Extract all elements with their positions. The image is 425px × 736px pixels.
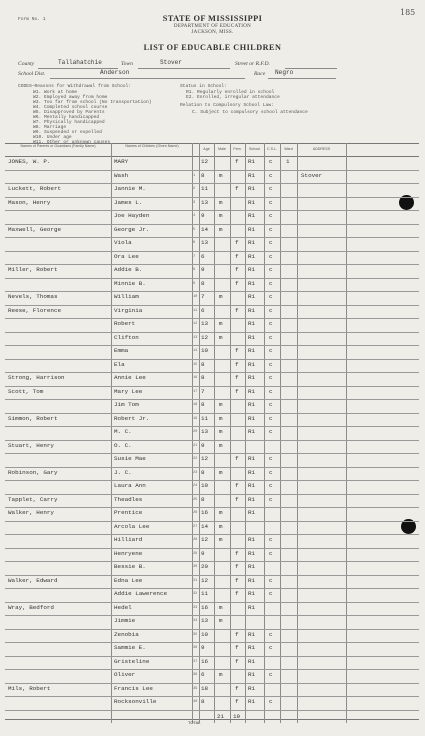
age-value: 8 xyxy=(201,468,205,476)
row-number: 34 xyxy=(193,619,198,623)
withdrawal-code: W7. Physically handicapped xyxy=(33,120,105,125)
age-value: 13 xyxy=(201,320,209,327)
parent-name: Mils, Robert xyxy=(8,684,51,692)
age-value: 11 xyxy=(201,185,209,192)
csl-code: c xyxy=(269,401,273,408)
csl-code: c xyxy=(269,590,273,597)
child-name: Arcola Lee xyxy=(114,522,150,530)
male-mark: m xyxy=(219,617,223,624)
male-mark: m xyxy=(219,320,223,327)
age-value: 13 xyxy=(201,198,209,206)
child-name: Susie Mae xyxy=(114,455,146,462)
county-label: County xyxy=(18,61,35,67)
male-mark: m xyxy=(219,171,223,179)
child-name: Henryene xyxy=(114,549,143,557)
parent-name: Maxwell, George xyxy=(8,225,62,233)
csl-code: c xyxy=(269,198,273,206)
parent-name: JONES, W. P. xyxy=(8,158,51,165)
age-value: 9 xyxy=(201,212,205,219)
parent-name: Reese, Florence xyxy=(8,306,62,314)
child-name: Rocksonville xyxy=(114,698,157,705)
street-label: Street or R.F.D. xyxy=(235,61,270,67)
school-status: R1 xyxy=(248,198,256,206)
female-mark: f xyxy=(235,684,239,692)
csl-code: c xyxy=(269,576,273,584)
row-number: 22 xyxy=(193,457,198,461)
female-mark: f xyxy=(235,239,239,246)
row-number: 39 xyxy=(193,686,198,691)
csl-code: c xyxy=(269,495,273,503)
parent-name: Robinson, Gary xyxy=(8,468,58,476)
school-status: R1 xyxy=(248,455,256,462)
child-name: Francis Lee xyxy=(114,684,153,692)
row-number: 32 xyxy=(193,592,198,596)
school-status: R1 xyxy=(248,468,256,476)
csl-code: c xyxy=(269,468,273,476)
address-value: Stover xyxy=(301,171,323,179)
school-status: R1 xyxy=(248,482,256,489)
female-mark: f xyxy=(235,279,239,287)
female-mark: f xyxy=(235,347,239,354)
child-name: Wash xyxy=(114,171,129,179)
child-name: Hedel xyxy=(114,603,132,611)
row-number: 40 xyxy=(193,700,198,704)
male-mark: m xyxy=(219,441,223,449)
school-status: R1 xyxy=(248,158,256,165)
row-number: 35 xyxy=(193,632,198,637)
child-name: Addie Lawerence xyxy=(114,590,168,597)
child-name: J. C. xyxy=(114,468,132,476)
row-number: 37 xyxy=(193,659,198,664)
female-mark: f xyxy=(235,698,239,705)
child-name: Robert Jr. xyxy=(114,414,150,422)
withdrawal-code: W6. Mentally handicapped xyxy=(33,115,100,120)
school-status: R1 xyxy=(248,360,256,368)
parent-name: Walker, Henry xyxy=(8,509,54,516)
row-number: 21 xyxy=(193,443,198,448)
school-status: R1 xyxy=(248,671,256,678)
row-number: 16 xyxy=(193,376,198,380)
school-status: R1 xyxy=(248,684,256,692)
child-name: Prentice xyxy=(114,509,143,516)
csl-code: c xyxy=(269,293,273,300)
school-status: R1 xyxy=(248,266,256,273)
csl-code: c xyxy=(269,212,273,219)
row-number: 38 xyxy=(193,673,198,677)
row-number: 10 xyxy=(193,295,198,299)
row-number: 18 xyxy=(193,403,198,407)
school-status: R1 xyxy=(248,333,256,341)
row-number: 2 xyxy=(193,187,196,191)
csl-code: c xyxy=(269,306,273,314)
school-status: R1 xyxy=(248,374,256,381)
row-number: 36 xyxy=(193,646,198,650)
csl-code: c xyxy=(269,158,273,165)
csl-code: c xyxy=(269,171,273,179)
form-number: Form No. 1 xyxy=(18,17,46,22)
town-value: Stover xyxy=(160,59,182,66)
csl-code: c xyxy=(269,252,273,260)
female-mark: f xyxy=(235,252,239,260)
row-number: 9 xyxy=(193,281,196,286)
column-header-female: Fem. xyxy=(233,147,242,151)
female-mark: f xyxy=(235,576,239,584)
csl-code: c xyxy=(269,347,273,354)
parent-name: Strong, Harrison xyxy=(8,374,65,381)
status-code: E2. Enrolled, irregular attendance xyxy=(186,95,280,100)
row-number: 6 xyxy=(193,241,196,245)
age-value: 9 xyxy=(201,644,205,651)
male-mark: m xyxy=(219,522,223,530)
row-number: 24 xyxy=(193,484,198,488)
department-heading: DEPARTMENT OF EDUCATION xyxy=(173,24,252,29)
parent-name: Nevels, Thomas xyxy=(8,293,58,300)
male-mark: m xyxy=(219,401,223,408)
city-heading: JACKSON, MISS. xyxy=(191,30,234,35)
female-mark: f xyxy=(235,455,239,462)
withdrawal-code: W8. Marriage xyxy=(33,125,67,130)
row-number: 14 xyxy=(193,349,198,353)
age-value: 8 xyxy=(201,495,205,503)
row-number: 23 xyxy=(193,470,198,475)
age-value: 8 xyxy=(201,374,205,381)
child-name: Ela xyxy=(114,360,125,368)
male-mark: m xyxy=(219,414,223,422)
school-status: R1 xyxy=(248,590,256,597)
total-female: 19 xyxy=(233,713,241,720)
ward-value: 1 xyxy=(286,158,290,165)
race-value: Negro xyxy=(275,69,294,76)
school-status: R1 xyxy=(248,576,256,584)
female-mark: f xyxy=(235,590,239,597)
age-value: 16 xyxy=(201,603,209,611)
csl-code: c xyxy=(269,239,273,246)
school-status: R1 xyxy=(248,698,256,705)
age-value: 10 xyxy=(201,347,209,354)
age-value: 8 xyxy=(201,401,205,408)
female-mark: f xyxy=(235,158,239,165)
csl-code: c xyxy=(269,387,273,395)
row-number: 29 xyxy=(193,551,198,556)
race-label: Race xyxy=(254,71,266,77)
row-number: 17 xyxy=(193,389,198,394)
female-mark: f xyxy=(235,563,239,570)
child-name: M. C. xyxy=(114,428,132,435)
law-title: Relation to Compulsory School Law: xyxy=(180,103,274,108)
column-header-address: ADDRESS xyxy=(312,147,331,151)
child-name: Jim Tom xyxy=(114,401,139,408)
female-mark: f xyxy=(235,644,239,651)
school-dist-label: School Dist. xyxy=(18,71,46,77)
school-status: R1 xyxy=(248,657,256,665)
school-status: R1 xyxy=(248,414,256,422)
school-status: R1 xyxy=(248,563,256,570)
csl-code: c xyxy=(269,455,273,462)
male-mark: m xyxy=(219,293,223,300)
parent-name: Luckett, Robert xyxy=(8,185,62,192)
school-status: R1 xyxy=(248,401,256,408)
male-mark: m xyxy=(219,536,223,543)
age-value: 13 xyxy=(201,239,209,246)
withdrawal-code: W11. Other or unknown causes xyxy=(33,140,111,145)
csl-code: c xyxy=(269,671,273,678)
csl-code: c xyxy=(269,360,273,368)
age-value: 7 xyxy=(201,293,205,300)
child-name: Sammie E. xyxy=(114,644,146,651)
school-status: R1 xyxy=(248,212,256,219)
school-status: R1 xyxy=(248,252,256,260)
age-value: 14 xyxy=(201,522,209,530)
csl-code: c xyxy=(269,185,273,192)
age-value: 9 xyxy=(201,549,205,557)
age-value: 8 xyxy=(201,171,205,179)
row-number: 20 xyxy=(193,430,198,434)
csl-code: c xyxy=(269,414,273,422)
child-name: James L. xyxy=(114,198,143,206)
female-mark: f xyxy=(235,387,239,395)
male-mark: m xyxy=(219,198,223,206)
male-mark: m xyxy=(219,509,223,516)
female-mark: f xyxy=(235,360,239,368)
child-name: Virginia xyxy=(114,306,143,314)
age-value: 13 xyxy=(201,428,209,435)
male-mark: m xyxy=(219,603,223,611)
school-dist-value: Anderson xyxy=(100,69,130,76)
school-status: R1 xyxy=(248,320,256,327)
female-mark: f xyxy=(235,495,239,503)
csl-code: c xyxy=(269,374,273,381)
school-status: R1 xyxy=(248,603,256,611)
state-heading: STATE OF MISSISSIPPI xyxy=(162,14,263,23)
child-name: Viola xyxy=(114,239,132,246)
children-table xyxy=(5,143,419,723)
age-value: 20 xyxy=(201,563,209,570)
school-status: R1 xyxy=(248,495,256,503)
withdrawal-code: W10. Under age xyxy=(33,135,72,140)
school-status: R1 xyxy=(248,171,256,179)
child-name: Zenobia xyxy=(114,630,139,638)
parent-name: Stuart, Henry xyxy=(8,441,54,449)
row-number: 31 xyxy=(193,578,198,583)
age-value: 14 xyxy=(201,225,209,233)
age-value: 11 xyxy=(201,590,209,597)
row-number: 3 xyxy=(193,200,196,205)
female-mark: f xyxy=(235,266,239,273)
age-value: 11 xyxy=(201,414,209,422)
age-value: 12 xyxy=(201,158,209,165)
parent-name: Scott, Tom xyxy=(8,387,44,395)
withdrawal-code: W5. Disapproved by Parents xyxy=(33,110,105,115)
school-status: R1 xyxy=(248,536,256,543)
document-title: LIST OF EDUCABLE CHILDREN xyxy=(143,43,282,52)
column-header-children: Names of Children (Given Name) xyxy=(125,144,179,148)
column-header-ward: Ward xyxy=(284,147,293,151)
school-status: R1 xyxy=(248,306,256,314)
school-status: R1 xyxy=(248,509,256,516)
row-number: 1 xyxy=(193,173,196,178)
withdrawal-code: W3. Too far from school (No transportation) xyxy=(33,100,152,105)
child-name: Emma xyxy=(114,347,129,354)
school-status: R1 xyxy=(248,293,256,300)
age-value: 9 xyxy=(201,441,205,449)
child-name: Hilliard xyxy=(114,536,143,543)
age-value: 18 xyxy=(201,684,209,692)
age-value: 9 xyxy=(201,266,205,273)
county-value: Tallahatchie xyxy=(58,59,102,66)
age-value: 6 xyxy=(201,306,205,314)
child-name: Edna Lee xyxy=(114,576,143,584)
age-value: 8 xyxy=(201,698,205,705)
age-value: 16 xyxy=(201,509,209,516)
csl-code: c xyxy=(269,428,273,435)
female-mark: f xyxy=(235,306,239,314)
age-value: 10 xyxy=(201,482,209,489)
age-value: 13 xyxy=(201,617,209,624)
withdrawal-code: W4. Completed school course xyxy=(33,105,108,110)
female-mark: f xyxy=(235,185,239,192)
male-mark: m xyxy=(219,212,223,219)
age-value: 12 xyxy=(201,333,209,341)
age-value: 6 xyxy=(201,671,205,678)
male-mark: m xyxy=(219,225,223,233)
age-value: 10 xyxy=(201,630,209,638)
status-title: Status in School: xyxy=(180,84,227,89)
school-status: R1 xyxy=(248,279,256,287)
child-name: Mary Lee xyxy=(114,387,143,395)
child-name: O. C. xyxy=(114,441,132,449)
column-header-csl: C.S.L. xyxy=(267,147,277,151)
column-header-school: School xyxy=(249,147,260,151)
school-status: R1 xyxy=(248,387,256,395)
age-value: 12 xyxy=(201,536,209,543)
school-status: R1 xyxy=(248,185,256,192)
row-number: 12 xyxy=(193,322,198,326)
row-number: 19 xyxy=(193,416,198,421)
withdrawal-code: W1. Work at home xyxy=(33,90,78,95)
csl-code: c xyxy=(269,698,273,705)
row-number: 8 xyxy=(193,268,196,272)
child-name: Ora Lee xyxy=(114,252,139,260)
column-header-male: Male xyxy=(218,147,226,151)
age-value: 16 xyxy=(201,657,209,665)
child-name: Robert xyxy=(114,320,136,327)
age-value: 7 xyxy=(201,387,205,395)
school-status: R1 xyxy=(248,347,256,354)
parent-name: Tapplet, Carry xyxy=(8,495,58,503)
parent-name: Simmon, Robert xyxy=(8,414,58,422)
child-name: Jannie M. xyxy=(114,185,146,192)
csl-code: c xyxy=(269,266,273,273)
parent-name: Walker, Edward xyxy=(8,576,58,584)
town-label: Town xyxy=(121,61,133,67)
school-status: R1 xyxy=(248,225,256,233)
child-name: MARY xyxy=(114,158,129,165)
age-value: 12 xyxy=(201,576,209,584)
parent-name: Miller, Robert xyxy=(8,266,58,273)
total-label: TOTAL xyxy=(188,720,201,725)
parent-name: Wray, Bedford xyxy=(8,603,54,611)
csl-code: c xyxy=(269,549,273,557)
male-mark: m xyxy=(219,468,223,476)
age-value: 12 xyxy=(201,455,209,462)
csl-code: c xyxy=(269,225,273,233)
school-status: R1 xyxy=(248,239,256,246)
csl-code: c xyxy=(269,320,273,327)
row-number: 30 xyxy=(193,565,198,569)
csl-code: c xyxy=(269,630,273,638)
law-code: C. Subject to compulsory school attendance xyxy=(192,110,308,115)
child-name: Joe Hayden xyxy=(114,212,150,219)
row-number: 27 xyxy=(193,524,198,529)
child-name: Addie B. xyxy=(114,266,143,273)
total-male: 21 xyxy=(217,713,225,720)
withdrawal-codes-title: CODES—Reasons for Withdrawal from School: xyxy=(18,84,132,89)
child-name: Clifton xyxy=(114,333,139,341)
age-value: 6 xyxy=(201,252,205,260)
male-mark: m xyxy=(219,333,223,341)
column-header-age: Age xyxy=(203,147,210,151)
row-number: 33 xyxy=(193,605,198,610)
child-name: Theadles xyxy=(114,495,143,503)
child-name: Laura Ann xyxy=(114,482,146,489)
school-status: R1 xyxy=(248,428,256,435)
row-number: 11 xyxy=(193,308,198,313)
row-number: 5 xyxy=(193,227,196,232)
age-value: 8 xyxy=(201,279,205,287)
female-mark: f xyxy=(235,630,239,638)
age-value: 8 xyxy=(201,360,205,368)
column-header-parent: Names of Parents or Guardians (Family Name) xyxy=(20,144,96,148)
female-mark: f xyxy=(235,374,239,381)
female-mark: f xyxy=(235,657,239,665)
csl-code: c xyxy=(269,279,273,287)
csl-code: c xyxy=(269,482,273,489)
child-name: George Jr. xyxy=(114,225,150,233)
child-name: Gristeline xyxy=(114,657,150,665)
child-name: Minnie B. xyxy=(114,279,146,287)
row-number: 25 xyxy=(193,497,198,502)
withdrawal-codes-list xyxy=(33,90,152,145)
female-mark: f xyxy=(235,482,239,489)
csl-code: c xyxy=(269,536,273,543)
child-name: Annie Lee xyxy=(114,374,146,381)
child-name: Jimmie xyxy=(114,617,136,624)
parent-name: Mason, Henry xyxy=(8,198,51,206)
withdrawal-code: W9. Suspended or expelled xyxy=(33,130,102,135)
male-mark: m xyxy=(219,671,223,678)
child-name: Oliver xyxy=(114,671,136,678)
row-number: 4 xyxy=(193,214,196,218)
status-code: R1. Regularly enrolled in school xyxy=(186,90,275,95)
female-mark: f xyxy=(235,549,239,557)
csl-code: c xyxy=(269,644,273,651)
row-number: 13 xyxy=(193,335,198,340)
row-number: 7 xyxy=(193,254,196,259)
withdrawal-code: W2. Employed away from home xyxy=(33,95,108,100)
school-status: R1 xyxy=(248,644,256,651)
row-number: 28 xyxy=(193,538,198,542)
child-name: William xyxy=(114,293,139,300)
male-mark: m xyxy=(219,428,223,435)
school-status: R1 xyxy=(248,549,256,557)
child-name: Bessie B. xyxy=(114,563,146,570)
row-number: 15 xyxy=(193,362,198,367)
csl-code: c xyxy=(269,333,273,341)
row-number: 26 xyxy=(193,511,198,515)
school-status: R1 xyxy=(248,630,256,638)
page-number: 185 xyxy=(400,8,416,17)
